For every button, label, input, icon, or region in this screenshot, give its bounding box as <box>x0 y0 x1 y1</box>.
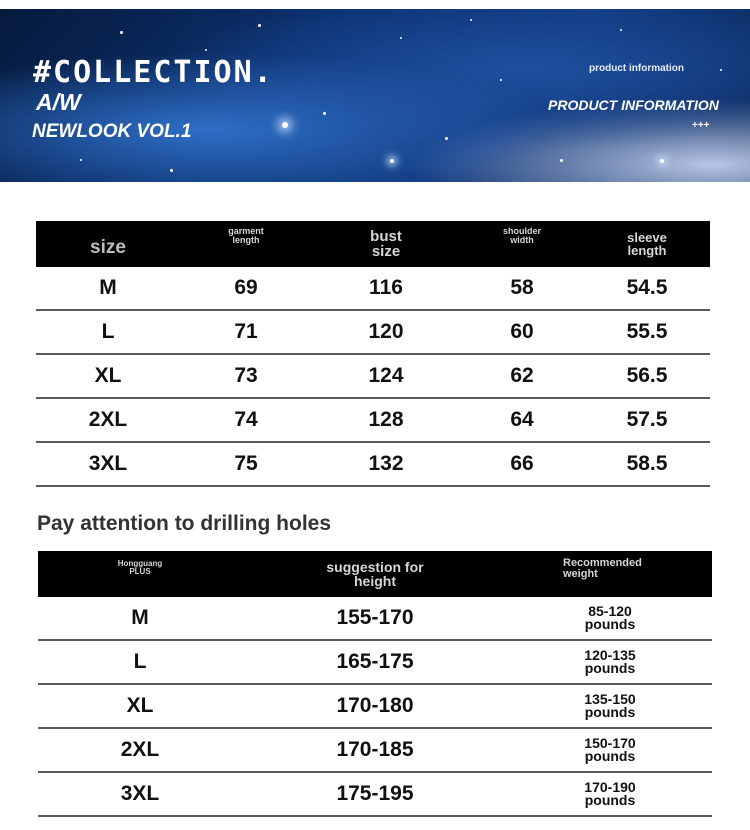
weight-range: 150-170 <box>584 735 636 751</box>
header-bust-size: bust size <box>370 228 402 260</box>
size-cell: L <box>133 650 147 673</box>
header-size: size <box>90 236 126 258</box>
garment-length-cell: 73 <box>234 364 258 387</box>
size-cell: 3XL <box>88 452 128 475</box>
collection-banner <box>0 9 750 182</box>
sleeve-length-cell: 58.5 <box>626 452 668 475</box>
header-garment-length: garment length <box>228 226 264 245</box>
collection-title: #COLLECTION. <box>33 55 274 90</box>
size-cell: 3XL <box>120 782 160 805</box>
bust-size-cell: 120 <box>368 320 404 343</box>
weight-cell <box>508 605 712 631</box>
drilling-holes-notice: Pay attention to drilling holes <box>37 512 332 535</box>
height-cell: 165-175 <box>336 650 414 673</box>
size-cell: 2XL <box>88 408 128 431</box>
weight-range: 120-135 <box>584 647 636 663</box>
sleeve-length-cell: 55.5 <box>626 320 668 343</box>
header-suggestion-height: suggestion for height <box>326 559 424 589</box>
size-cell: M <box>131 606 149 629</box>
shoulder-width-cell: 64 <box>510 408 534 431</box>
weight-unit: pounds <box>584 748 636 764</box>
bust-size-cell: 124 <box>368 364 404 387</box>
garment-length-cell: 69 <box>234 276 258 299</box>
table-row <box>38 729 712 773</box>
weight-unit: pounds <box>584 792 636 808</box>
header-sleeve-length: sleeve length <box>627 230 667 258</box>
table-row <box>36 399 710 443</box>
sleeve-length-cell: 56.5 <box>626 364 668 387</box>
garment-length-cell: 75 <box>234 452 258 475</box>
bust-size-cell: 116 <box>369 276 403 299</box>
height-cell: 155-170 <box>336 606 414 629</box>
size-cell: L <box>101 320 115 343</box>
weight-range: 135-150 <box>584 691 636 707</box>
table-row <box>38 773 712 817</box>
weight-range: 85-120 <box>588 603 632 619</box>
garment-length-cell: 71 <box>234 320 258 343</box>
shoulder-width-cell: 58 <box>510 276 534 299</box>
header-recommended-weight: Recommended weight <box>563 557 642 580</box>
weight-unit: pounds <box>584 660 636 676</box>
table-row <box>36 443 710 487</box>
weight-cell <box>508 781 712 807</box>
newlook-subtitle: NEWLOOK VOL.1 <box>32 121 192 142</box>
table-row <box>36 355 710 399</box>
table-row <box>38 641 712 685</box>
size-table-header <box>36 221 710 267</box>
table-row <box>36 311 710 355</box>
plus-marks: +++ <box>692 120 710 131</box>
header-shoulder-width: shoulder width <box>502 226 541 245</box>
weight-cell <box>508 737 712 763</box>
season-label: A/W <box>36 89 81 115</box>
size-cell: M <box>99 276 117 299</box>
bust-size-cell: 132 <box>368 452 404 475</box>
weight-unit: pounds <box>584 616 636 632</box>
weight-range: 170-190 <box>584 779 636 795</box>
size-cell: XL <box>126 694 154 717</box>
table-row <box>38 685 712 729</box>
weight-cell <box>508 649 712 675</box>
product-information-heading: PRODUCT INFORMATION <box>548 97 719 113</box>
weight-unit: pounds <box>584 704 636 720</box>
shoulder-width-cell: 62 <box>510 364 534 387</box>
product-information-small: product information <box>589 63 684 74</box>
header-hongguang-plus: Hongguang PLUS <box>117 559 163 576</box>
size-cell: XL <box>94 364 122 387</box>
sleeve-length-cell: 57.5 <box>626 408 668 431</box>
height-cell: 170-180 <box>336 694 414 717</box>
recommendation-table-header <box>38 551 712 597</box>
shoulder-width-cell: 66 <box>510 452 534 475</box>
recommendation-table <box>38 551 712 817</box>
bust-size-cell: 128 <box>368 408 404 431</box>
sleeve-length-cell: 54.5 <box>626 276 668 299</box>
size-cell: 2XL <box>120 738 160 761</box>
weight-cell <box>508 693 712 719</box>
garment-length-cell: 74 <box>234 408 258 431</box>
table-row <box>36 267 710 311</box>
height-cell: 170-185 <box>336 738 414 761</box>
size-table <box>36 221 710 487</box>
shoulder-width-cell: 60 <box>510 320 534 343</box>
table-row <box>38 597 712 641</box>
height-cell: 175-195 <box>336 782 414 805</box>
